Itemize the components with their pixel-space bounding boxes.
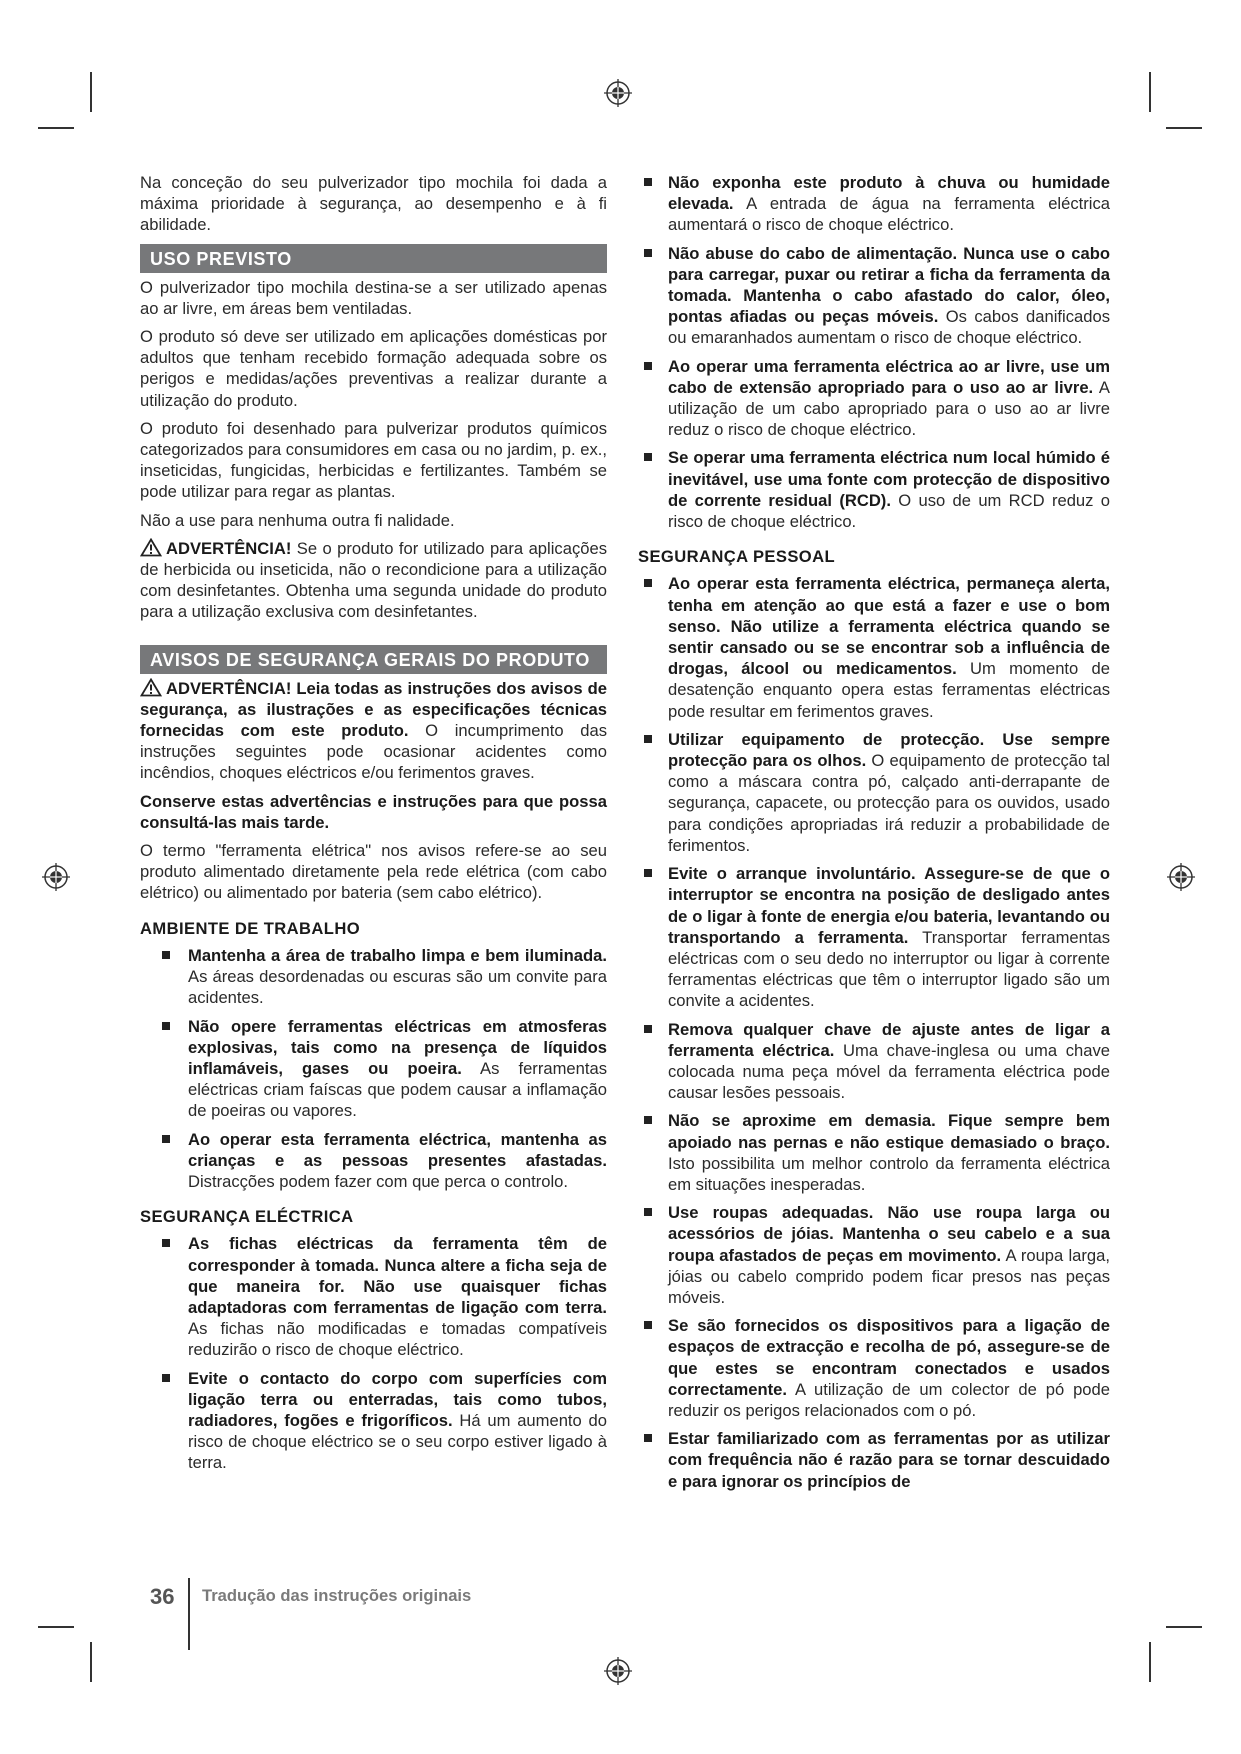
item-bold: Utilizar equipamento de protecção. Use sempre protecção para os olhos. (668, 729, 1110, 771)
item-bold: Remova qualquer chave de ajuste antes de ligar a ferramenta eléctrica. (668, 1019, 1110, 1060)
section-heading-avisos: AVISOS DE SEGURANÇA GERAIS DO PRODUTO (140, 645, 607, 674)
item-text: Distracções podem fazer com que perca o controlo. (188, 1171, 568, 1191)
list-item (642, 1315, 1110, 1421)
page-number: 36 (150, 1584, 175, 1609)
square-bullet-icon (644, 362, 652, 370)
square-bullet-icon (162, 1022, 170, 1030)
list-item (160, 1129, 607, 1193)
item-bold: Ao operar esta ferramenta eléctrica, permaneça alerta, tenha em atenção ao que está a fazer e use o bom senso. Não utilize a ferramenta eléctrica quando se sentir cansado ou se se encontrar sob a influência de drogas, álcool ou medicamentos. (668, 574, 1110, 679)
crop-mark-top-right-v (1149, 72, 1151, 112)
registration-mark-icon (1166, 862, 1196, 892)
square-bullet-icon (644, 249, 652, 257)
warning-paragraph (140, 678, 607, 784)
item-bold: Não exponha este produto à chuva ou humidade elevada. (668, 173, 1110, 214)
registration-mark-icon (603, 1656, 633, 1686)
item-bold: Evite o arranque involuntário. Assegure-se de que o interruptor se encontra na posição de desligado antes de o ligar à fonte de energia e/ou bateria, levantando ou transportando a ferramenta. (668, 864, 1110, 947)
list-item (642, 1428, 1110, 1492)
crop-mark-bottom-left-h (38, 1626, 74, 1628)
crop-mark-bottom-left-v (90, 1642, 92, 1682)
warning-text: Se o produto for utilizado para aplicações de herbicida ou inseticida, não o recondicione para a utilização com desinfetantes. Obtenha uma segunda unidade do produto para a utilização exclusiva com desinfetantes. (140, 538, 607, 622)
left-column (140, 172, 607, 1481)
crop-mark-top-left-v (90, 72, 92, 112)
list-item (160, 1233, 607, 1360)
paragraph: O produto só deve ser utilizado em aplicações domésticas por adultos que tenham recebido formação adequada sobre os perigos e medidas/ações preventivas a realizar durante a utilização do produto. (140, 327, 607, 410)
paragraph: Não a use para nenhuma outra fi nalidade. (140, 510, 455, 530)
item-bold: Estar familiarizado com as ferramentas por as utilizar com frequência não é razão para se tornar descuidado e para ignorar os princípios de (668, 1429, 1110, 1491)
item-text: Uma chave-inglesa ou uma chave colocada numa peça móvel da ferramenta eléctrica pode causar lesões pessoais. (668, 1040, 1110, 1103)
bullet-list-ambiente (140, 945, 607, 1192)
subheading-ambiente: AMBIENTE DE TRABALHO (140, 918, 361, 938)
termo-paragraph: O termo "ferramenta elétrica" nos avisos refere-se ao seu produto alimentado diretamente pela rede elétrica (com cabo elétrico) ou alimentado por bateria (sem cabo elétrico). (140, 841, 607, 903)
intro-paragraph: Na conceção do seu pulverizador tipo mochila foi dada a máxima prioridade à segurança, ao desempenho e à fi abilidade. (140, 173, 607, 235)
warning-label: ADVERTÊNCIA! (166, 538, 292, 558)
square-bullet-icon (644, 1321, 652, 1329)
list-item (160, 945, 607, 1009)
item-bold: Não se aproxime em demasia. Fique sempre bem apoiado nas pernas e não estique demasiado o braço. (668, 1111, 1110, 1152)
list-item (642, 573, 1110, 721)
item-text: O equipamento de protecção tal como a máscara contra pó, calçado anti-derrapante de segurança, capacete, ou protecção para os ouvidos, usado para condições apropriadas irá reduzir a probabilidade de ferimentos. (668, 751, 1110, 855)
item-bold: Evite o contacto do corpo com superfícies com ligação terra ou enterradas, tais como tubos, radiadores, fogões e frigoríficos. (188, 1368, 607, 1430)
list-item (642, 1019, 1110, 1104)
crop-mark-top-left-h (38, 127, 74, 129)
registration-mark-icon (603, 78, 633, 108)
item-text: Um momento de desatenção enquanto opera estas ferramentas eléctricas pode resultar em ferimentos graves. (668, 659, 1110, 721)
item-bold: Não abuse do cabo de alimentação. Nunca use o cabo para carregar, puxar ou retirar a ficha da ferramenta da tomada. Mantenha o cabo afastado do calor, óleo, pontas afiadas ou peças móveis. (668, 243, 1110, 327)
square-bullet-icon (644, 735, 652, 743)
warning-bold: ADVERTÊNCIA! Leia todas as instruções dos avisos de segurança, as ilustrações e as especificações técnicas fornecidas com este produto. (140, 678, 607, 741)
square-bullet-icon (644, 178, 652, 186)
item-text: A utilização de um cabo apropriado para o uso ao ar livre reduz o risco de choque eléctrico. (668, 377, 1110, 440)
subheading-eletrica: SEGURANÇA ELÉCTRICA (140, 1207, 354, 1227)
square-bullet-icon (162, 1374, 170, 1382)
list-item (642, 172, 1110, 236)
list-item (642, 729, 1110, 856)
footer-text: Tradução das instruções originais (202, 1586, 472, 1605)
list-item (642, 863, 1110, 1011)
item-text: A entrada de água na ferramenta eléctrica aumentará o risco de choque eléctrico. (668, 194, 1110, 235)
item-text: As áreas desordenadas ou escuras são um convite para acidentes. (188, 967, 607, 1008)
square-bullet-icon (644, 1025, 652, 1033)
square-bullet-icon (644, 453, 652, 461)
item-bold: Ao operar esta ferramenta eléctrica, mantenha as crianças e as pessoas presentes afastadas. (188, 1129, 607, 1170)
item-bold: Se operar uma ferramenta eléctrica num local húmido é inevitável, use uma fonte com protecção de dispositivo de corrente residual (RCD). (668, 448, 1110, 510)
square-bullet-icon (644, 1208, 652, 1216)
crop-mark-bottom-right-h (1166, 1626, 1202, 1628)
item-text: Há um aumento do risco de choque eléctrico se o seu corpo estiver ligado à terra. (188, 1410, 607, 1473)
item-text: Transportar ferramentas eléctricas com o seu dedo no interruptor ou ligar à corrente ferramentas eléctricas que têm o interruptor ligado são um convite a acidentes. (668, 927, 1110, 1011)
list-item (642, 1202, 1110, 1308)
footer-divider (188, 1578, 190, 1650)
registration-mark-icon (41, 862, 71, 892)
item-text: A utilização de um colector de pó pode reduzir os perigos relacionados com o pó. (668, 1379, 1110, 1420)
square-bullet-icon (644, 1116, 652, 1124)
item-bold: Se são fornecidos os dispositivos para a ligação de espaços de extracção e recolha de pó, assegure-se de que estes se encontram conectados e usados correctamente. (668, 1316, 1110, 1399)
bullet-list-eletrica-cont (638, 172, 1110, 532)
square-bullet-icon (644, 869, 652, 877)
warning-paragraph (140, 538, 607, 623)
square-bullet-icon (162, 1135, 170, 1143)
paragraph: O pulverizador tipo mochila destina-se a ser utilizado apenas ao ar livre, em áreas bem ventiladas. (140, 277, 607, 318)
item-text: Os cabos danificados ou emaranhados aumentam o risco de choque eléctrico. (668, 307, 1111, 348)
item-bold: Não opere ferramentas eléctricas em atmosferas explosivas, tais como na presença de líquidos inflamáveis, gases ou poeira. (188, 1016, 607, 1078)
conserve-paragraph (140, 791, 607, 833)
bullet-list-eletrica (140, 1233, 607, 1473)
item-text: As fichas não modificadas e tomadas compatíveis reduzirão o risco de choque eléctrico. (188, 1319, 607, 1360)
item-bold: Mantenha a área de trabalho limpa e bem iluminada. (188, 945, 607, 965)
item-bold: Use roupas adequadas. Não use roupa larga ou acessórios de jóias. Mantenha o seu cabelo e a sua roupa afastados de peças em movimento. (668, 1203, 1110, 1265)
list-item (642, 243, 1110, 349)
list-item (160, 1016, 607, 1122)
paragraph: O produto foi desenhado para pulverizar produtos químicos categorizados para consumidores em casa ou no jardim, p. ex., inseticidas, fungicidas, herbicidas e fertilizantes. Também se pode utilizar para regar as plantas. (140, 418, 607, 502)
crop-mark-top-right-h (1166, 127, 1202, 129)
item-text: O uso de um RCD reduz o risco de choque eléctrico. (668, 490, 1110, 532)
warning-triangle-icon (140, 538, 162, 557)
item-bold: As fichas eléctricas da ferramenta têm de corresponder à tomada. Nunca altere a ficha seja de que maneira for. Não use quaisquer fichas adaptadoras com ferramentas de ligação com terra. (188, 1234, 607, 1317)
list-item (642, 356, 1110, 441)
section-heading-uso-previsto: USO PREVISTO (140, 244, 607, 273)
warning-text: O incumprimento das instruções seguintes pode ocasionar acidentes como incêndios, choques eléctricos e/ou ferimentos graves. (140, 721, 607, 783)
list-item (160, 1368, 607, 1474)
square-bullet-icon (162, 1239, 170, 1247)
list-item (642, 1110, 1110, 1195)
list-item (642, 447, 1110, 532)
square-bullet-icon (644, 1434, 652, 1442)
square-bullet-icon (644, 579, 652, 587)
item-bold: Ao operar uma ferramenta eléctrica ao ar livre, use um cabo de extensão apropriado para o uso ao ar livre. (668, 356, 1110, 397)
right-column (638, 172, 1110, 1499)
bullet-list-pessoal (638, 573, 1110, 1491)
conserve-text: Conserve estas advertências e instruções para que possa consultá-las mais tarde. (140, 791, 607, 832)
warning-triangle-icon (140, 678, 162, 697)
square-bullet-icon (162, 951, 170, 959)
subheading-pessoal: SEGURANÇA PESSOAL (638, 547, 836, 567)
item-text: A roupa larga, jóias ou cabelo comprido podem ficar presos nas peças móveis. (668, 1245, 1110, 1307)
item-text: Isto possibilita um melhor controlo da ferramenta eléctrica em situações inesperadas. (668, 1153, 1110, 1194)
crop-mark-bottom-right-v (1149, 1642, 1151, 1682)
item-text: As ferramentas eléctricas criam faíscas que podem causar a inflamação de poeiras ou vapores. (188, 1058, 607, 1121)
